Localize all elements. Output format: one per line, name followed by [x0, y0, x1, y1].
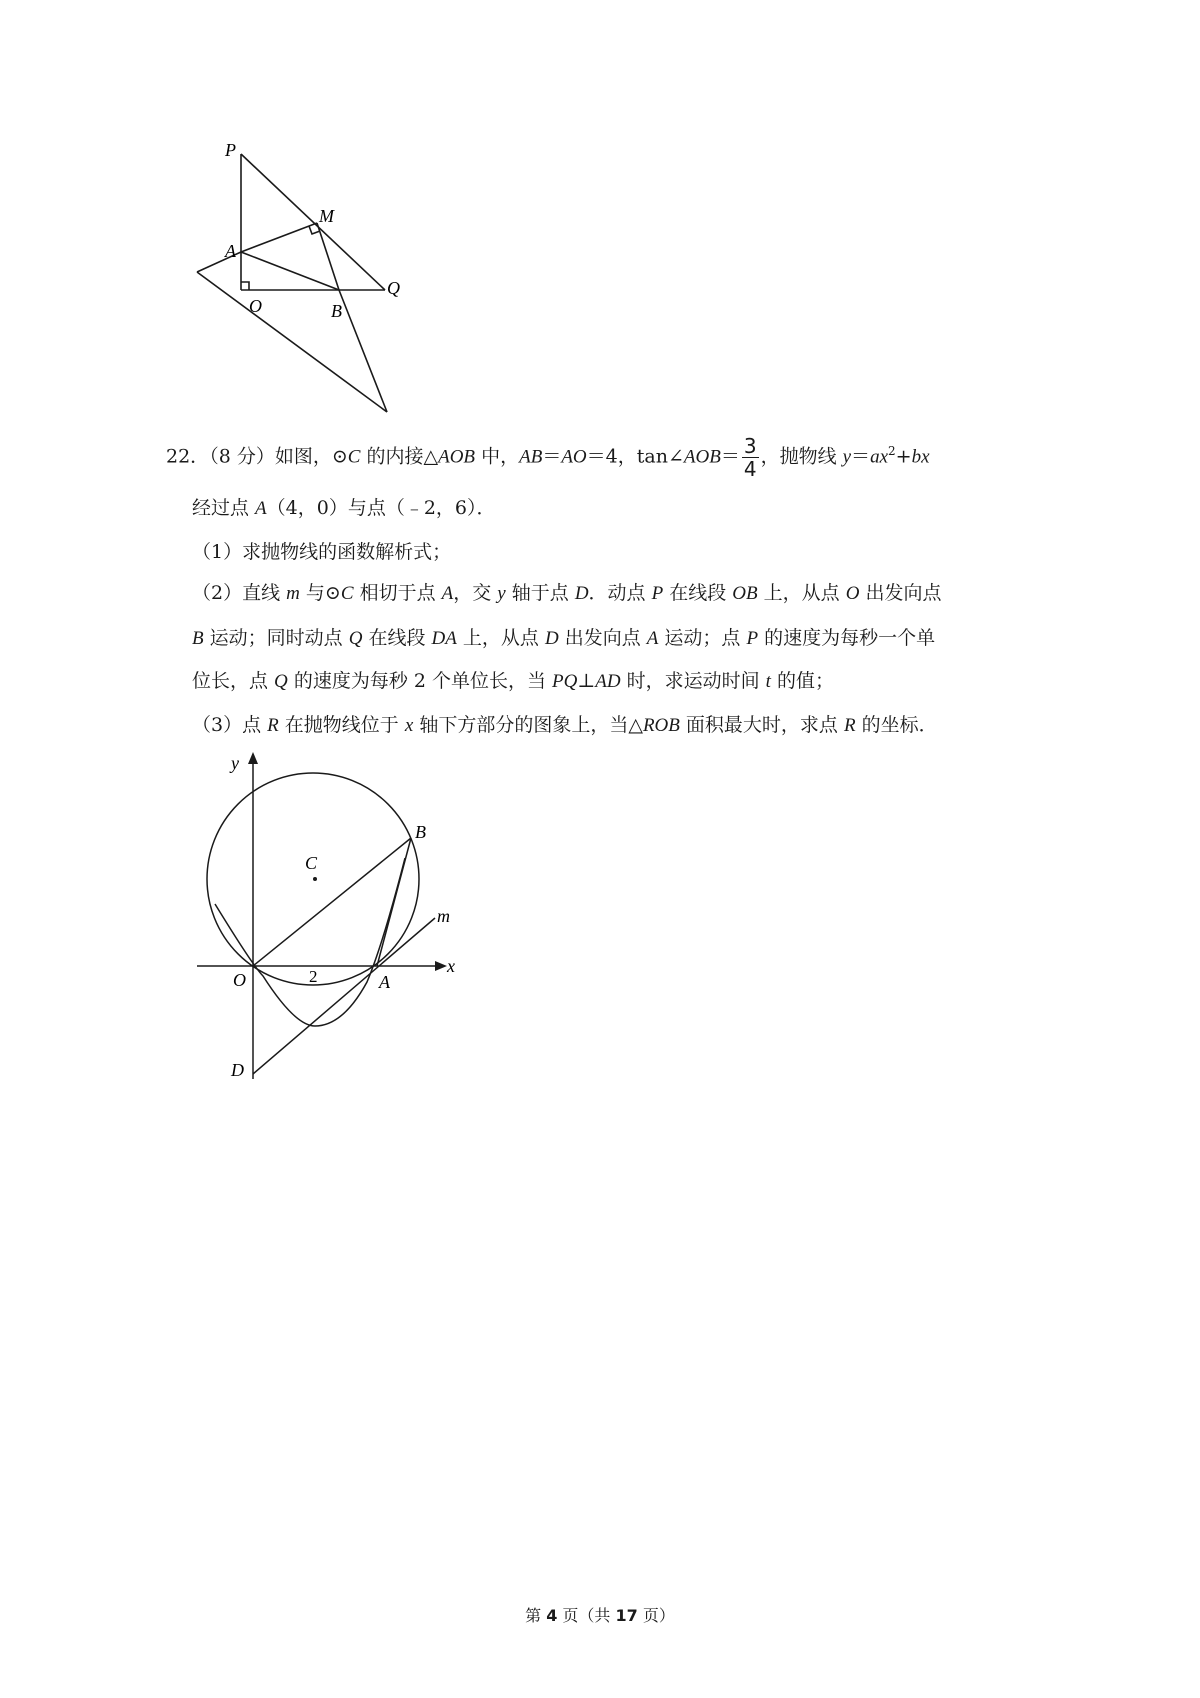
label-P: P	[225, 140, 236, 160]
label-A: A	[225, 241, 236, 261]
question-1: （1）求抛物线的函数解析式；	[192, 541, 452, 563]
page-footer: 第 4 页（共 17 页）	[525, 1606, 675, 1625]
page-number: 4	[546, 1606, 558, 1625]
y-axis-arrow	[248, 752, 258, 764]
label-C: C	[305, 853, 318, 873]
fraction-three-quarters: $\frac{3}{4}$	[743, 434, 757, 481]
label-B: B	[415, 822, 426, 842]
question-2-line-2: B 运动；同时动点 Q 在线段 DA 上，从点 D 出发向点 A 运动；点 P 的速度为每秒一个单	[192, 627, 936, 649]
label-O: O	[249, 296, 262, 316]
segment-left-bottom	[197, 272, 387, 412]
segment-OB	[253, 838, 411, 966]
segment-AB	[241, 252, 339, 290]
x-axis-arrow	[435, 961, 447, 971]
problem-22-line-1: 22．（8 分）如图，⊙C 的内接△AOB 中，AB＝AO＝4，tan∠AOB＝ $\frac{3}{4}$ ，抛物线 $y=ax^2+bx$	[166, 434, 930, 481]
label-Q: Q	[387, 278, 400, 298]
question-2-line-1: （2）直线 m 与⊙C 相切于点 A，交 y 轴于点 D．动点 P 在线段 OB 上，从点 O 出发向点	[192, 582, 942, 604]
figure-2-circle-parabola	[195, 752, 495, 1082]
label-y-axis: y	[231, 753, 239, 773]
label-D: D	[231, 1060, 244, 1080]
label-O: O	[233, 970, 246, 990]
figure-1-geometry	[195, 140, 425, 425]
label-M: M	[319, 206, 334, 226]
tangent-line-m	[253, 918, 435, 1074]
segment-MB	[317, 223, 339, 290]
right-angle-mark-O	[241, 282, 249, 290]
label-A: A	[379, 972, 390, 992]
label-m: m	[437, 906, 450, 926]
problem-22-line-2: 经过点 A（4，0）与点（﹣2，6）．	[192, 497, 496, 519]
label-x-axis: x	[447, 956, 455, 976]
question-2-line-3: 位长，点 Q 的速度为每秒 2 个单位长，当 PQ⊥AD 时，求运动时间 t 的值；	[192, 670, 834, 692]
question-3: （3）点 R 在抛物线位于 x 轴下方部分的图象上，当△ROB 面积最大时，求点 R 的坐标．	[192, 714, 938, 736]
tick-label-2: 2	[309, 967, 318, 986]
segment-PQ	[241, 154, 385, 290]
total-pages: 17	[615, 1606, 638, 1625]
segment-AM	[241, 223, 317, 252]
label-B: B	[331, 301, 342, 321]
center-point-C	[313, 877, 317, 881]
parabola	[215, 858, 405, 1026]
